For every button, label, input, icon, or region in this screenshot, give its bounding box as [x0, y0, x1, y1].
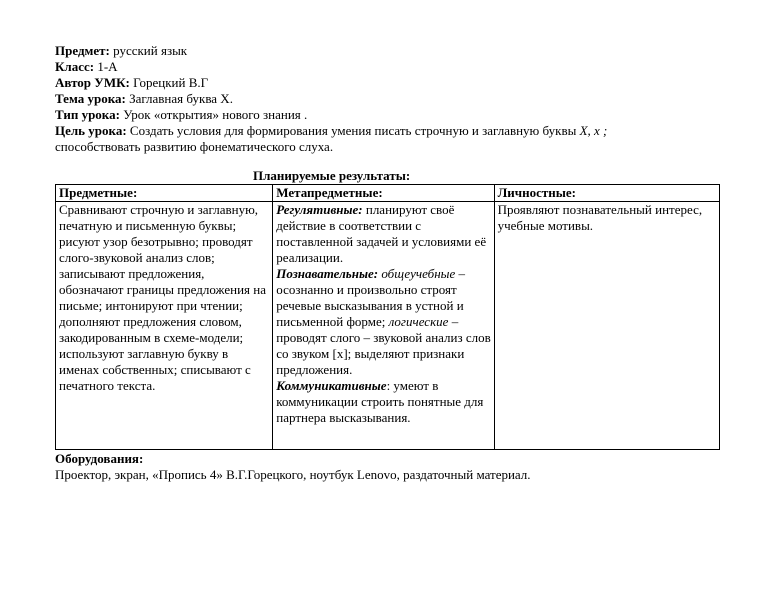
communicative-label: Коммуникативные — [276, 378, 387, 393]
cognitive-logic-text: – проводят слого – звуковой анализ слов со звуком [х]; выделяют признаки предложения. — [276, 314, 491, 377]
column-header-meta: Метапредметные: — [273, 185, 494, 202]
cognitive-general-label: общеучебные — [378, 266, 456, 281]
topic-label: Тема урока: — [55, 91, 126, 106]
regulative-label: Регулятивные: — [276, 202, 363, 217]
class-value: 1-А — [94, 59, 118, 74]
author-value: Горецкий В.Г — [129, 75, 209, 90]
subject-label: Предмет: — [55, 43, 110, 58]
goal-value: Создать условия для формирования умения писать строчную и заглавную буквы — [126, 123, 580, 138]
subject-value: русский язык — [109, 43, 188, 58]
planned-results-table — [55, 184, 720, 450]
type-line — [55, 107, 725, 123]
subject-results-cell: Сравнивают строчную и заглавную, печатную и письменную буквы; рисуют узор безотрывно; проводят слого-звуковой анализ слов; записывают предложения, обозначают границы предложения на письме; интонируют при чтении; дополняют предложения словом, закодированным в схеме-модели; используют заглавную букву в именах собственных; списывают с печатного текста. — [56, 202, 273, 450]
topic-value: Заглавная буква Х. — [125, 91, 233, 106]
communicative-text: : умеют в коммуникации строить понятные для партнера высказывания. — [276, 378, 484, 425]
table-row — [56, 202, 720, 450]
subject-line — [55, 43, 725, 59]
cognitive-general-text: – осознанно и произвольно строят речевые высказывания в устной и письменной форме; — [276, 266, 465, 329]
table-header-row — [56, 185, 720, 202]
author-line — [55, 75, 725, 91]
cognitive-logic-label: логические — [385, 314, 449, 329]
column-header-subject: Предметные: — [56, 185, 273, 202]
meta-results-cell — [273, 202, 494, 450]
goal-label: Цель урока: — [55, 123, 127, 138]
lesson-document — [55, 43, 725, 483]
column-header-personal: Личностные: — [494, 185, 719, 202]
type-value: Урок «открытия» нового знания . — [119, 107, 308, 122]
regulative-text: планируют своё действие в соответствии с поставленной задачей и условиями её реализации. — [276, 202, 487, 265]
equipment-label: Оборудования: — [55, 451, 144, 466]
goal-line — [55, 123, 725, 139]
personal-results-cell: Проявляют познавательный интерес, учебные мотивы. — [494, 202, 719, 450]
goal-line-2 — [55, 139, 725, 155]
cognitive-label: Познавательные: — [276, 266, 379, 281]
author-label: Автор УМК: — [55, 75, 130, 90]
equipment-text: Проектор, экран, «Пропись 4» В.Г.Горецкого, ноутбук Lenovo, раздаточный материал. — [55, 467, 531, 482]
goal-value-2: способствовать развитию фонематического слуха. — [55, 139, 334, 154]
class-line — [55, 59, 725, 75]
topic-line — [55, 91, 725, 107]
class-label: Класс: — [55, 59, 95, 74]
goal-letters: Х, х ; — [579, 123, 608, 138]
planned-results-title: Планируемые результаты: — [253, 168, 411, 183]
type-label: Тип урока: — [55, 107, 120, 122]
